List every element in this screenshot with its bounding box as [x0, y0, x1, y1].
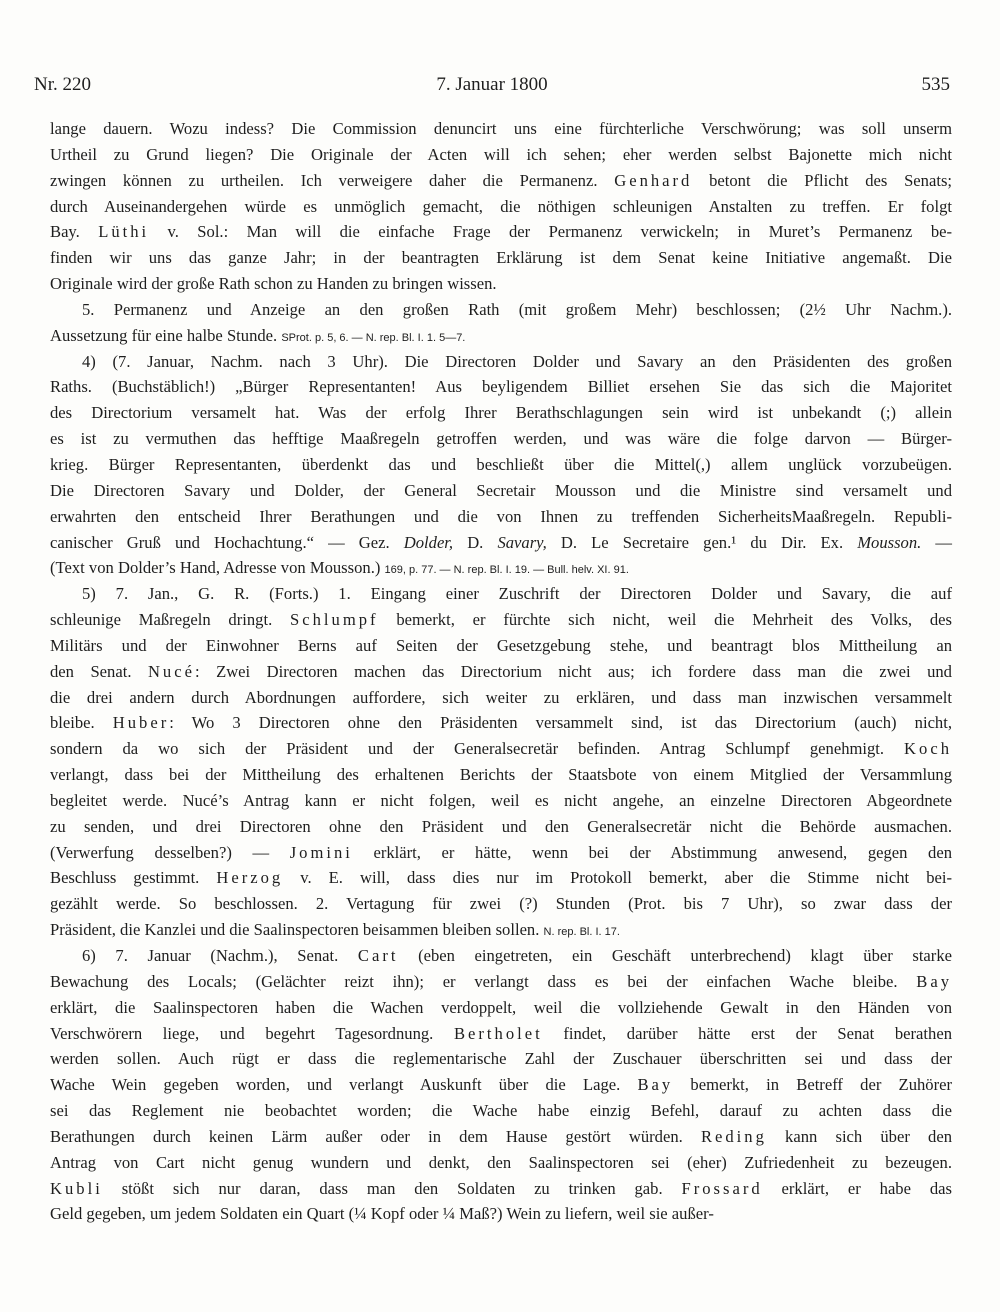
text-segment: v. Sol.: Man will die einfache Frage der Permanenz verwickeln; in Muret’s Permanenz be- — [149, 222, 953, 242]
text-segment: stößt sich nur daran, dass man den Soldaten zu trinken gab. — [102, 1178, 682, 1198]
text-line — [50, 271, 952, 297]
text-segment: 5) 7. Jan., G. R. (Forts.) 1. Eingang einer Zuschrift der Directoren Dolder und Savary, die auf — [82, 584, 952, 604]
text-segment: erwahrten den entscheid Ihrer Berathungen und die von Ihnen zu treffenden SicherheitsMaaßregeln. Republi- — [50, 506, 952, 526]
speaker-name: Huber — [112, 713, 170, 733]
text-line — [50, 168, 952, 194]
document-number: Nr. 220 — [34, 74, 91, 95]
text-line — [50, 374, 952, 400]
text-segment: Geld gegeben, um jedem Soldaten ein Quart (¼ Kopf oder ¼ Maß?) Wein zu liefern, weil sie außer- — [50, 1204, 714, 1224]
text-line — [50, 969, 952, 995]
text-line — [50, 736, 952, 762]
text-segment: Savary, — [497, 532, 547, 552]
text-line — [50, 452, 952, 478]
text-line — [50, 995, 952, 1021]
page-number: 535 — [921, 74, 950, 95]
source-reference: SProt. p. 5, 6. — N. rep. Bl. I. 1. 5—7. — [281, 331, 466, 344]
speaker-name: Genhard — [614, 170, 693, 190]
text-segment: Militärs und der Einwohner Berns auf Seiten der Gesetzgebung stehe, und beantragt blos Mittheilung an — [50, 635, 952, 655]
source-reference: N. rep. Bl. I. 17. — [543, 926, 620, 939]
text-line — [50, 1176, 952, 1202]
speaker-name: Jomini — [289, 842, 353, 862]
text-segment: erklärt, er hätte, wenn bei der Abstimmung anwesend, gegen den — [352, 842, 953, 862]
text-line — [50, 142, 952, 168]
text-segment: sei das Reglement nie beobachtet worden; die Wache habe einzig Befehl, darauf zu achten dass die — [50, 1101, 952, 1121]
text-segment: zu senden, und drei Directoren ohne den Präsident und den Generalsecretär nicht die Behörde ausmachen. — [50, 816, 952, 836]
speaker-name: Herzog — [216, 868, 284, 888]
text-segment: betont die Pflicht des Senats; — [692, 170, 953, 190]
text-segment: Berathungen durch keinen Lärm außer oder in dem Hause gestört würden. — [50, 1126, 701, 1146]
text-line — [50, 349, 952, 375]
text-line — [50, 1021, 952, 1047]
text-line — [50, 323, 952, 349]
text-segment: verlangt, dass bei der Mittheilung des erhaltenen Berichts der Staatsbote von einem Mitglied der Versammlung — [50, 765, 952, 785]
text-segment: Die Directoren Savary und Dolder, der General Secretair Mousson und die Ministre sind versamelt und — [50, 480, 952, 500]
text-line — [50, 530, 952, 556]
text-line — [50, 297, 952, 323]
speaker-name: Nucé — [147, 661, 195, 681]
text-segment: D. — [453, 532, 498, 552]
text-segment: Verschwörern liege, und begehrt Tagesordnung. — [50, 1023, 454, 1043]
text-segment: es ist zu vermuthen das hefftige Maaßregeln getroffen werden, und was wäre die folge darvon — Bürger- — [50, 429, 952, 449]
speaker-name: Koch — [904, 739, 952, 759]
text-segment: finden wir uns das ganze Jahr; in der beantragten Erklärung ist dem Senat keine Initiative angemaßt. Die — [50, 248, 952, 268]
text-segment: — — [921, 532, 952, 552]
speaker-name: Bay — [637, 1075, 674, 1095]
text-line — [50, 400, 952, 426]
text-segment: canischer Gruß und Hochachtung.“ — Gez. — [50, 532, 404, 552]
source-reference: 169, p. 77. — N. rep. Bl. I. 19. — Bull. helv. XI. 91. — [384, 564, 629, 577]
text-line — [50, 840, 952, 866]
text-segment: gezählt werde. So beschlossen. 2. Vertagung für zwei (?) Stunden (Prot. bis 7 Uhr), so zwar dass der — [50, 894, 952, 914]
speaker-name: Frossard — [681, 1178, 763, 1198]
speaker-name: Bay — [916, 971, 952, 991]
text-segment: durch Auseinandergehen würde es unmöglich gemacht, die nöthigen schleunigen Anstalten zu treffen. Er folgt — [50, 196, 952, 216]
text-segment: lange dauern. Wozu indess? Die Commission denuncirt uns eine fürchterliche Verschwörung; was soll unserm — [50, 119, 952, 138]
header-date: 7. Januar 1800 — [436, 74, 548, 95]
text-segment: (Verwerfung desselben?) — — [50, 842, 290, 862]
text-segment: zwingen können zu urtheilen. Ich verweigere daher die Permanenz. — [50, 170, 615, 190]
text-line — [50, 685, 952, 711]
text-line — [50, 555, 952, 581]
text-segment: Mousson. — [857, 532, 922, 552]
text-segment: erklärt, er habe das — [762, 1178, 952, 1198]
text-line — [50, 581, 952, 607]
text-segment: bemerkt, in Betreff der Zuhörer — [673, 1075, 952, 1095]
text-segment: 4) (7. Januar, Nachm. nach 3 Uhr). Die Directoren Dolder und Savary an den Präsidenten des großen — [82, 351, 952, 371]
text-segment: (eben eingetreten, ein Geschäft unterbrechend) klagt über starke — [398, 946, 952, 965]
text-segment: Aussetzung für eine halbe Stunde. — [50, 325, 282, 345]
text-line — [50, 1201, 952, 1227]
text-segment: 5. Permanenz und Anzeige an den großen Rath (mit großem Mehr) beschlossen; (2½ Uhr Nachm.). — [82, 299, 952, 319]
text-line — [50, 917, 952, 943]
text-line — [50, 659, 952, 685]
text-segment: Antrag von Cart nicht genug wundern und denkt, den Saalinspectoren sei (eher) Zufriedenheit zu bezeugen. — [50, 1152, 952, 1172]
text-segment: Beschluss gestimmt. — [50, 868, 217, 888]
body-text — [50, 116, 952, 1227]
text-segment: Dolder, — [403, 532, 454, 552]
text-segment: findet, darüber hätte erst der Senat berathen — [542, 1023, 952, 1043]
text-segment: : Zwei Directoren machen das Directorium nicht aus; ich fordere dass man die zwei und — [194, 661, 952, 681]
text-line — [50, 788, 952, 814]
speaker-name: Lüthi — [98, 222, 150, 242]
speaker-name: Reding — [700, 1126, 767, 1146]
text-line — [50, 814, 952, 840]
text-segment: 6) 7. Januar (Nachm.), Senat. — [82, 946, 358, 965]
text-segment: erklärt, die Saalinspectoren haben die Wachen verdoppelt, weil die vollziehende Gewalt in den Händen von — [50, 997, 952, 1017]
text-segment: D. Le Secretaire gen.¹ du Dir. Ex. — [546, 532, 858, 552]
text-line — [50, 504, 952, 530]
text-segment: kann sich über den — [766, 1126, 952, 1146]
speaker-name: Cart — [357, 946, 399, 965]
speaker-name: Kubli — [50, 1178, 103, 1198]
text-segment: Bay. — [50, 222, 99, 242]
text-line — [50, 710, 952, 736]
text-segment: bemerkt, er fürchte sich nicht, weil die Mehrheit des Volks, des — [378, 610, 952, 630]
text-line — [50, 478, 952, 504]
text-segment: sondern da wo sich der Präsident und der Generalsecretär befinden. Antrag Schlumpf genehmigt. — [50, 739, 905, 759]
text-segment: v. E. will, dass dies nur im Protokoll bemerkt, aber die Stimme nicht bei- — [283, 868, 953, 888]
speaker-name: Bertholet — [453, 1023, 543, 1043]
text-line — [50, 607, 952, 633]
text-segment: Originale wird der große Rath schon zu Handen zu bringen wissen. — [50, 274, 497, 294]
text-line — [50, 219, 952, 245]
text-segment: Wache Wein gegeben worden, und verlangt Auskunft über die Lage. — [50, 1075, 638, 1095]
text-segment: Urtheil zu Grund liegen? Die Originale der Acten will ich sehen; eher werden selbst Bajonette mich nicht — [50, 144, 952, 164]
text-line — [50, 1046, 952, 1072]
text-line — [50, 1098, 952, 1124]
text-segment: den Senat. — [50, 661, 148, 681]
text-line — [50, 891, 952, 917]
text-segment: schleunige Maßregeln dringt. — [50, 610, 291, 630]
text-segment: Bewachung des Locals; (Gelächter reizt ihn); er verlangt dass es bei der einfachen Wache bleibe. — [50, 971, 917, 991]
text-line — [50, 762, 952, 788]
text-segment: des Directorium versamelt hat. Was der erfolg Ihrer Berathschlagungen sein wird ist unbekandt (;) allein — [50, 403, 952, 423]
text-line — [50, 194, 952, 220]
text-line — [50, 865, 952, 891]
text-segment: begleitet werde. Nucé’s Antrag kann er nicht folgen, weil es nicht angehe, an einzelne Directoren Abgeordnete — [50, 790, 952, 810]
text-line — [50, 116, 952, 142]
text-line — [50, 1072, 952, 1098]
text-line — [50, 633, 952, 659]
text-line — [50, 1124, 952, 1150]
text-segment: werden sollen. Auch rügt er dass die reglementarische Zahl der Zuschauer überschritten sei und dass der — [50, 1049, 952, 1069]
text-segment: die drei andern durch Abordnungen auffordere, sich weiter zu erklären, und dass man inzwischen versammelt — [50, 687, 952, 707]
text-segment: krieg. Bürger Representanten, überdenkt das und beschließt über die Mittel(,) allem unglück vorzubeügen. — [50, 454, 952, 474]
text-line — [50, 245, 952, 271]
text-segment: bleibe. — [50, 713, 113, 733]
text-segment: Raths. (Buchstäblich!) „Bürger Representanten! Aus beyligendem Billiet ersehen Sie das sich die Majoritet — [50, 377, 952, 397]
speaker-name: Schlumpf — [290, 610, 379, 630]
text-segment: Präsident, die Kanzlei und die Saalinspectoren beisammen bleiben sollen. — [50, 920, 544, 940]
text-line — [50, 1150, 952, 1176]
text-segment: (Text von Dolder’s Hand, Adresse von Mousson.) — [50, 558, 385, 578]
text-segment: : Wo 3 Directoren ohne den Präsidenten versammelt sind, ist das Directorium (auch) nicht, — [169, 713, 952, 733]
text-line — [50, 943, 952, 969]
text-line — [50, 426, 952, 452]
page-header — [34, 74, 950, 100]
